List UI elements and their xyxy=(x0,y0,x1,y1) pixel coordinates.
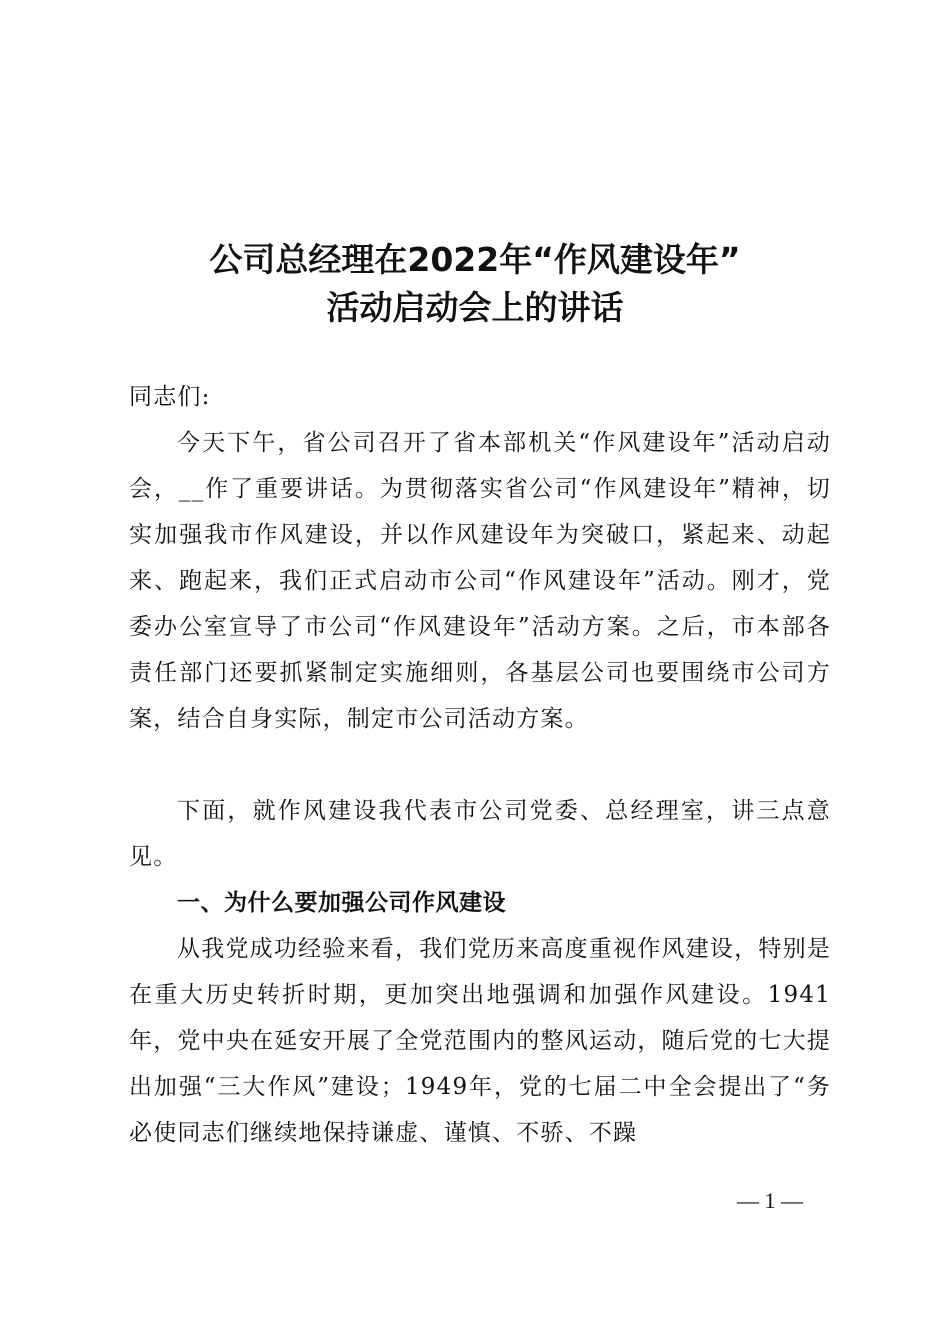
section-heading-1: 一、为什么要加强公司作风建设 xyxy=(177,890,506,916)
document-title-line-1: 公司总经理在2022年“作风建设年” xyxy=(209,240,741,279)
page-number: — 1 — xyxy=(737,1188,803,1213)
document-title-line-2: 活动启动会上的讲话 xyxy=(326,288,624,327)
paragraph-1: 今天下午，省公司召开了省本部机关“作风建设年”活动启动会，__作了重要讲话。为贯彻落实省公司“作风建设年”精神，切实加强我市作风建设，并以作风建设年为突破口，紧起来、动起来、跑起来，我们正式启动市公司“作风建设年”活动。刚才，党委办公室宣导了市公司“作风建设年”活动方案。之后，市本部各责任部门还要抓紧制定实施细则，各基层公司也要围绕市公司方案，结合自身实际，制定市公司活动方案。 xyxy=(129,430,831,732)
paragraph-3: 从我党成功经验来看，我们党历来高度重视作风建设，特别是在重大历史转折时期，更加突出地强调和加强作风建设。1941年，党中央在延安开展了全党范围内的整风运动，随后党的七大提出加强“三大作风”建设；1949年，党的七届二中全会提出了“务必使同志们继续地保持谦虚、谨慎、不骄、不躁 xyxy=(129,936,831,1146)
salutation: 同志们: xyxy=(129,384,211,410)
paragraph-2: 下面，就作风建设我代表市公司党委、总经理室，讲三点意见。 xyxy=(129,798,831,870)
